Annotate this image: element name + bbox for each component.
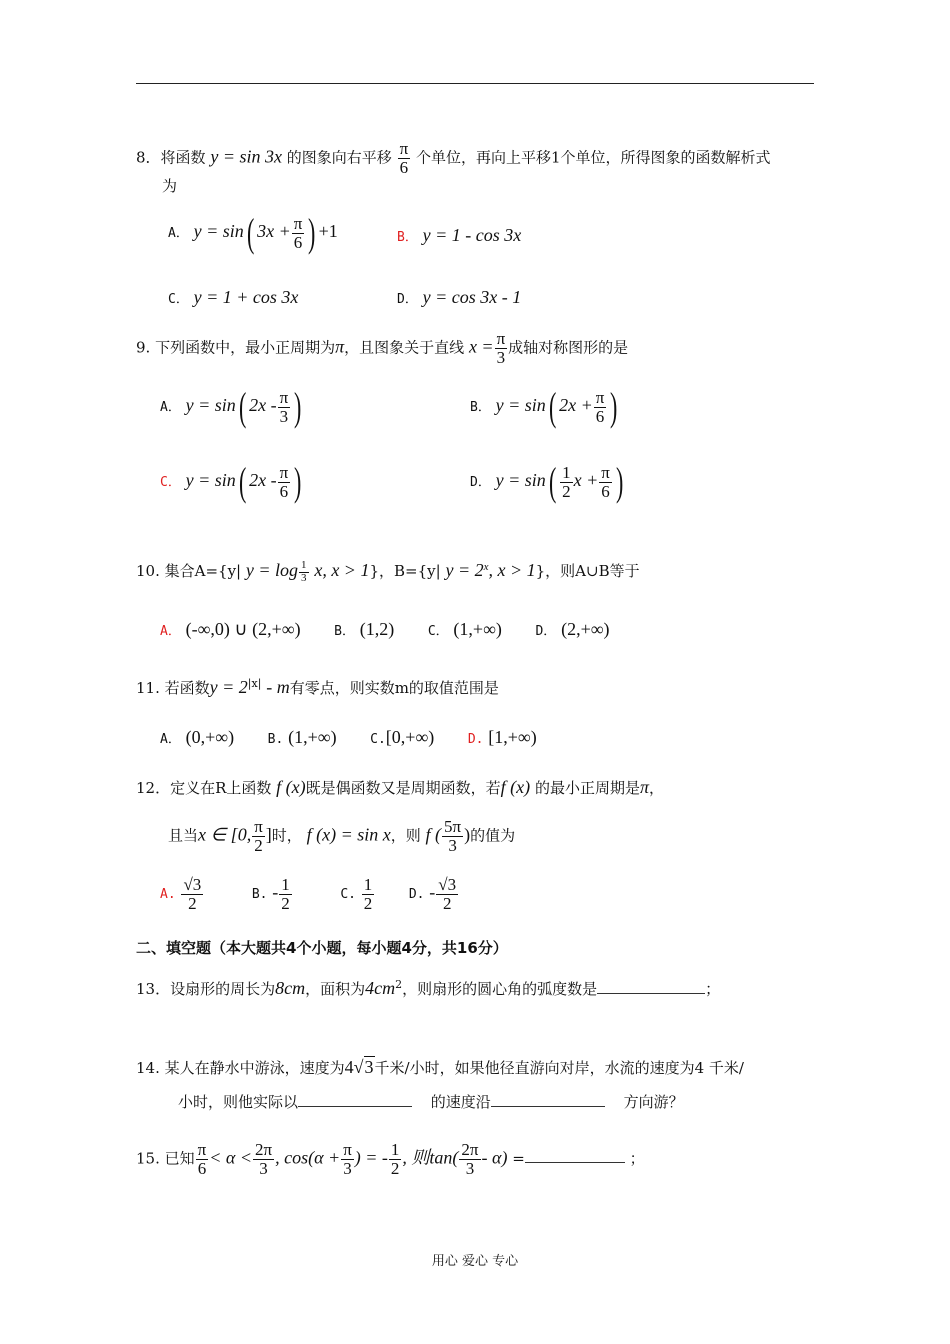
q12-options	[160, 876, 459, 913]
q9-option-a[interactable]: A． y = sin( 2x - $\frac{\pi}{3}$ )	[160, 384, 302, 429]
q9-stem: 9. 下列函数中，最小正周期为π，且图象关于直线 x = $\frac{\pi}{3}$ 成轴对称图形的是	[136, 329, 629, 367]
q12-stem-line2: 且当x ∈ [0, $\frac{\pi}{2}$ ]时， f (x) = sin x，则 f ( $\frac{5\pi}{3}$ )的值为	[168, 817, 516, 855]
q11-option-d[interactable]: D. [1,+∞)	[467, 727, 537, 747]
q11-option-c[interactable]: C.[0,+∞)	[370, 727, 435, 747]
q10-options	[160, 620, 610, 638]
q8-text: 将函数	[160, 148, 206, 167]
q12-option-b[interactable]: B. - $\frac{1}{2}$	[251, 875, 290, 913]
q8-shift-fraction: $\frac{\pi}{6}$	[399, 139, 409, 177]
q8-option-b[interactable]: B． y = 1 - cos 3x	[397, 225, 522, 245]
page-footer: 用心 爱心 专心	[431, 1254, 519, 1269]
q9-option-d[interactable]: D． y = sin( $\frac{1}{2}$ x + $\frac{\pi}{6}$ )	[470, 459, 624, 504]
q11-option-b[interactable]: B. (1,+∞)	[267, 727, 337, 747]
q14-speed-blank[interactable]	[298, 1092, 412, 1107]
q12-option-c[interactable]: C. $\frac{1}{2}$	[340, 875, 373, 913]
q14-direction-blank[interactable]	[491, 1092, 605, 1107]
q10-option-d[interactable]: D． (2,+∞)	[535, 619, 610, 639]
q11-options	[160, 728, 537, 746]
section-heading: 二、填空题（本大题共4个小题，每小题4分，共16分）	[136, 939, 508, 957]
q8-option-d[interactable]: D． y = cos 3x - 1	[397, 287, 522, 307]
q8-text-3: 个单位，再向上平移1个单位，所得图象的函数解析式	[415, 148, 771, 167]
q11-option-a[interactable]: A． (0,+∞)	[160, 727, 235, 747]
q13-stem: 13．设扇形的周长为8cm，面积为$4cm^2$，则扇形的圆心角的弧度数是 ；	[136, 978, 721, 998]
q9-option-b[interactable]: B． y = sin( 2x + $\frac{\pi}{6}$ )	[470, 384, 618, 429]
q11-stem: 11. 若函数$y = 2^{|x|} - m$有零点，则实数m的取值范围是	[136, 677, 499, 697]
q10-stem: 10. 集合A={y| y = log $\frac{1}{3}$ x, x > 1}，B={y| $y = 2^x$, x > 1}，则A∪B等于	[136, 559, 640, 584]
q10-option-c[interactable]: C． (1,+∞)	[427, 619, 502, 639]
q8-line1	[136, 140, 770, 177]
q8-option-c[interactable]: C． y = 1 + cos 3x	[168, 287, 299, 307]
q13-answer-blank[interactable]	[597, 979, 705, 994]
q15-answer-blank[interactable]	[525, 1148, 625, 1163]
q12-stem-line1: 12．定义在R上函数 f (x)既是偶函数又是周期函数，若f (x) 的最小正周期是π，	[136, 777, 664, 797]
q10-option-a[interactable]: A． (-∞,0) ∪ (2,+∞)	[160, 619, 301, 639]
q15-stem: 15. 已知 $\frac{\pi}{6}$ < α < $\frac{2\pi}{3}$ , cos(α + $\frac{\pi}{3}$ ) = - $\frac{1}{2}$ , 则tan( $\frac{2\pi}{3}$ - α) = ；	[136, 1140, 645, 1178]
q12-option-d[interactable]: D. - $\frac{√3}{2}$	[408, 875, 457, 913]
q14-line2: 小时，则他实际以 的速度沿 方向游？	[178, 1093, 684, 1111]
q9-option-c[interactable]: C． y = sin( 2x - $\frac{\pi}{6}$ )	[160, 459, 302, 504]
q8-option-a[interactable]: A． y = sin( 3x + $\frac{\pi}{6}$ ) +1	[168, 210, 338, 255]
q14-line1: 14. 某人在静水中游泳，速度为4√3千米/小时，如果他径直游向对岸，水流的速度为4 千米/	[136, 1057, 744, 1077]
q8-function: y = sin 3x	[210, 146, 282, 167]
q8-number: 8．	[136, 148, 161, 167]
q12-option-a[interactable]: A. $\frac{√3}{2}$	[160, 875, 202, 913]
q10-option-b[interactable]: B． (1,2)	[334, 619, 395, 639]
q8-text-2: 的图象向右平移	[286, 148, 392, 167]
q8-line2: 为	[162, 177, 178, 195]
header-rule	[136, 83, 814, 84]
